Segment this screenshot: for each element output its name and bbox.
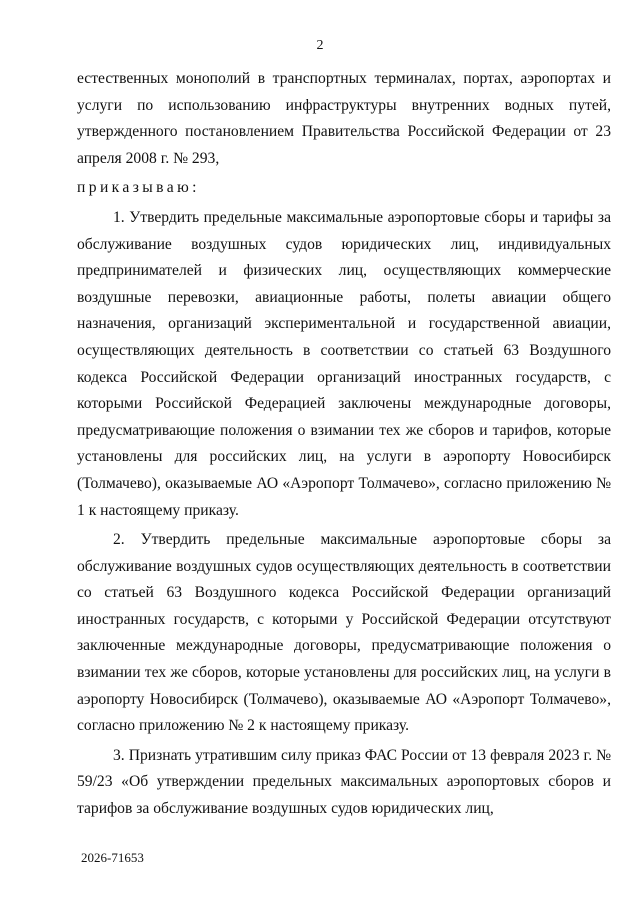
paragraph-item-3: 3. Признать утратившим силу приказ ФАС России от 13 февраля 2023 г. № 59/23 «Об утверждении предельных максимальных аэропортовых сборов и тарифов за обслуживание воздушных судов юридических лиц, xyxy=(77,746,611,818)
paragraph-intro-continuation: естественных монополий в транспортных терминалах, портах, аэропортах и услуги по использованию инфраструктуры внутренних водных путей, утвержденного постановлением Правительства Российской Федерации от 23 апреля 2008 г. № 293, xyxy=(77,70,611,167)
paragraph-item-2: 2. Утвердить предельные максимальные аэропортовые сборы за обслуживание воздушных судов осуществляющих деятельность в соответствии со статьей 63 Воздушного кодекса Российской Федерации организаций иностранных государств, с которыми у Российской Федерации отсутствуют заключенные международные договоры, предусматривающие положения о взимании тех же сборов, которые установлены для российских лиц, на услуги в аэропорту Новосибирск (Толмачево), оказываемые АО «Аэропорт Толмачево», согласно приложению № 2 к настоящему приказу. xyxy=(77,531,611,735)
order-word: приказываю: xyxy=(77,179,200,197)
document-body xyxy=(77,66,611,823)
paragraph-item-1: 1. Утвердить предельные максимальные аэропортовые сборы и тарифы за обслуживание воздушных судов юридических лиц, индивидуальных предпринимателей и физических лиц, осуществляющих коммерческие воздушные перевозки, авиационные работы, полеты авиации общего назначения, организаций экспериментальной и государственной авиации, осуществляющих деятельность в соответствии со статьей 63 Воздушного кодекса Российской Федерации организаций иностранных государств, с которыми Российской Федерацией заключены международные договоры, предусматривающие положения о взимании тех же сборов и тарифов, которые установлены для российских лиц, на услуги в аэропорту Новосибирск (Толмачево), оказываемые АО «Аэропорт Толмачево», согласно приложению № 1 к настоящему приказу. xyxy=(77,208,611,519)
page-number: 2 xyxy=(316,38,324,53)
document-code: 2026-71653 xyxy=(81,850,144,865)
